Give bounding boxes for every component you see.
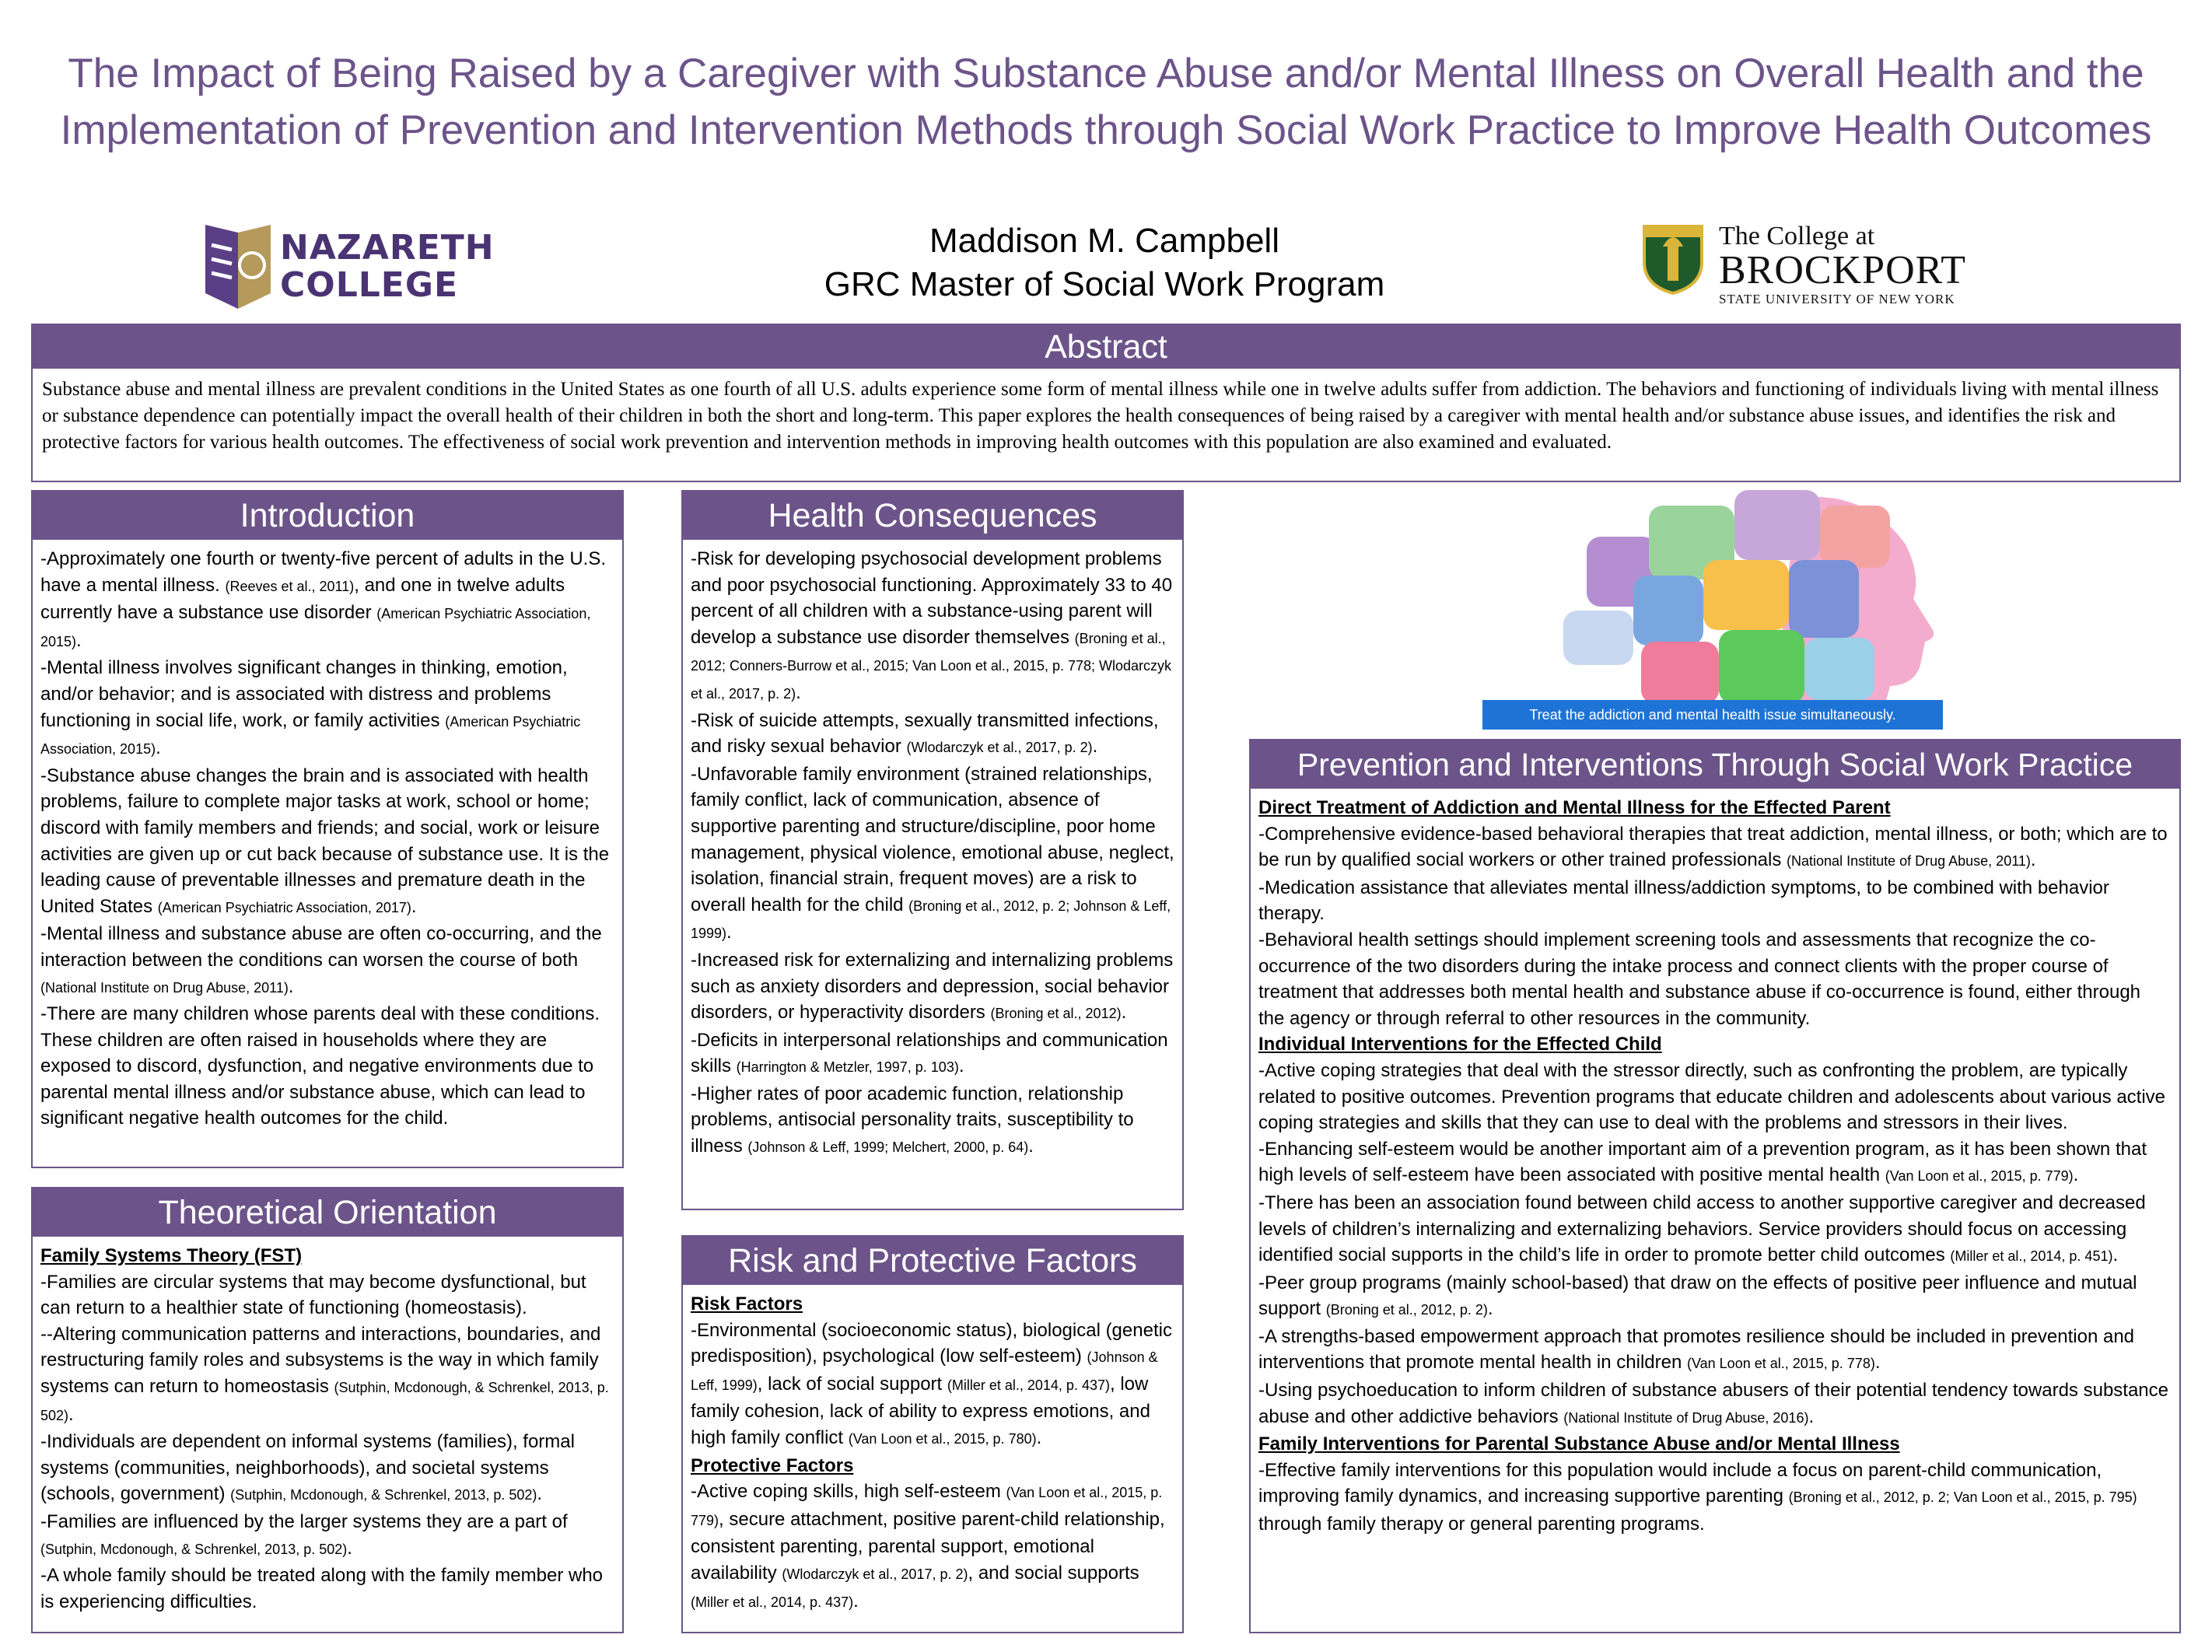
nazareth-college-logo: [201, 222, 496, 313]
abstract-section: [31, 324, 2181, 482]
abstract-heading: Abstract: [33, 325, 2179, 369]
prevention-item: -Using psychoeducation to inform children of substance abusers of their potential tendency towards substance abuse and other addictive behaviors (National Institute of Drug Abuse, 2016).: [1258, 1380, 2168, 1427]
prevention-item: -Active coping strategies that deal with the stressor directly, such as confronting the problem, are typically related to positive outcomes. Prevention programs that educate children and adolescents about various active coping strategies and skills that they can use to deal with the problems and stressors in their lives.: [1258, 1059, 2166, 1134]
risk-body: [683, 1285, 1182, 1622]
theoretical-heading: Theoretical Orientation: [33, 1188, 622, 1237]
theory-item: --Altering communication patterns and interactions, boundaries, and restructuring family roles and subsystems is the way in which family systems can return to homeostasis (Sutphin, Mcdonough, & Schrenkel, 2013, p. 502).: [40, 1323, 609, 1425]
protective-factors-subheading: Protective Factors: [691, 1454, 854, 1476]
health-item: -Higher rates of poor academic function, relationship problems, antisocial personality traits, susceptibility to illness (Johnson & Leff, 1999; Melchert, 2000, p. 64).: [691, 1083, 1134, 1157]
risk-factors-text: -Environmental (socioeconomic status), biological (genetic predisposition), psychological (low self-esteem) (Johnson & Leff, 1999), lack of social support (Miller et al., 2014, p. 437), low family cohesion, lack of ability to express emotions, and high family conflict (Van Loon et al., 2015, p. 780).: [691, 1319, 1172, 1448]
logo-right-line2: BROCKPORT: [1719, 248, 1966, 292]
intro-item: -Mental illness involves significant changes in thinking, emotion, and/or behavior; and is associated with distress and problems functioning in social life, work, or family activities (American Psychiatric Association, 2015).: [40, 657, 581, 759]
health-item: -Unfavorable family environment (strained relationships, family conflict, lack of communication, absence of supportive parenting and structure/discipline, poor home management, physical violence, emotional abuse, neglect, isolation, financial strain, frequent moves) are a risk to overall health for the child (Broning et al., 2012, p. 2; Johnson & Leff, 1999).: [691, 763, 1174, 943]
author-block: [700, 219, 1509, 306]
child-interventions-subheading: Individual Interventions for the Effected Child: [1258, 1034, 1662, 1055]
logo-left-line2: COLLEGE: [280, 265, 458, 305]
logo-right-line3: STATE UNIVERSITY OF NEW YORK: [1719, 292, 1955, 306]
prevention-item: -Behavioral health settings should implement screening tools and assessments that recognize the co-occurrence of the two disorders during the intake process and connect clients with the proper course of treatment that addresses both mental health and substance abuse if co-occurrence is found, either through the agency or through referral to other resources in the community.: [1258, 929, 2141, 1029]
prevention-item: -There has been an association found between child access to another supportive caregiver and decreased levels of children’s internalizing and externalizing behaviors. Service providers should focus on accessing identified social supports in the child’s life in order to promote better child outcomes (Miller et al., 2014, p. 451).: [1258, 1192, 2146, 1266]
prevention-body: [1251, 789, 2179, 1544]
protective-factors-text: -Active coping skills, high self-esteem (Van Loon et al., 2015, p. 779), secure attachment, positive parent-child relationship, consistent parenting, parental support, emotional availability (Wlodarczyk et al., 2017, p. 2), and social supports (Miller et al., 2014, p. 437).: [691, 1481, 1165, 1612]
theory-item: -Individuals are dependent on informal systems (families), formal systems (communities, neighborhoods), and societal systems (schools, government) (Sutphin, Mcdonough, & Schrenkel, 2013, p. 502).: [40, 1431, 575, 1505]
health-heading: Health Consequences: [683, 492, 1182, 540]
introduction-section: [31, 490, 624, 1168]
health-item: -Deficits in interpersonal relationships and communication skills (Harrington & Metzler, 1997, p. 103).: [691, 1029, 1168, 1077]
parent-treatment-subheading: Direct Treatment of Addiction and Mental Illness for the Effected Parent: [1258, 797, 1891, 818]
prevention-item: -Effective family interventions for this population would include a focus on parent-child communication, improving family dynamics, and increasing supportive parenting (Broning et al., 2012, p. 2; Van Loon et al., 2015, p. 795) through family therapy or general parenting programs.: [1258, 1459, 2137, 1535]
theory-item: -A whole family should be treated along with the family member who is experiencing difficulties.: [40, 1565, 604, 1612]
prevention-item: -Medication assistance that alleviates mental illness/addiction symptoms, to be combined with behavior therapy.: [1258, 877, 2109, 925]
risk-factors-subheading: Risk Factors: [691, 1293, 803, 1314]
logo-left-line1: NAZARETH: [280, 228, 495, 268]
abstract-text: Substance abuse and mental illness are prevalent conditions in the United States as one fourth of all U.S. adults experience some form of mental illness while one in twelve adults suffer from addiction. The behaviors and functioning of individuals living with mental illness or substance dependence can potentially impact the overall health of their children in both the short and long-term. This paper explores the health consequences of being raised by a caregiver with mental health and/or substance abuse issues, and identifies the risk and protective factors for various health outcomes. The effectiveness of social work prevention and intervention methods in improving health outcomes with this population are also examined and evaluated.: [42, 379, 2159, 453]
prevention-item: -Enhancing self-esteem would be another important aim of a prevention program, as it has been shown that high levels of self-esteem have been associated with positive mental health (Van Loon et al., 2015, p. 779).: [1258, 1138, 2147, 1186]
introduction-heading: Introduction: [33, 492, 622, 540]
fst-subheading: Family Systems Theory (FST): [40, 1245, 303, 1266]
program-name: GRC Master of Social Work Program: [824, 265, 1385, 303]
health-item: -Risk for developing psychosocial development problems and poor psychosocial functioning. Approximately 33 to 40 percent of all children with a substance-using parent will develop a substance use disorder themselves (Broning et al., 2012; Conners-Burrow et al., 2015; Van Loon et al., 2015, p. 778; Wlodarczyk et al., 2017, p. 2).: [691, 548, 1173, 703]
poster-title: The Impact of Being Raised by a Caregiver with Substance Abuse and/or Mental Illness on Overall Health and the Implementation of Prevention and Intervention Methods through Social Work Practice to Improve Health Outcomes: [60, 51, 2152, 153]
introduction-body: [33, 540, 622, 1138]
brockport-logo: [1641, 222, 1968, 307]
nazareth-shield-icon: [201, 222, 275, 312]
puzzle-head-illustration: [1540, 482, 1976, 731]
theory-item: -Families are circular systems that may become dysfunctional, but can return to a healthier state of functioning (homeostasis).: [40, 1271, 586, 1319]
theoretical-body: [33, 1237, 622, 1621]
prevention-item: -Peer group programs (mainly school-based) that draw on the effects of positive peer influence and mutual support (Broning et al., 2012, p. 2).: [1258, 1272, 2137, 1320]
health-item: -Risk of suicide attempts, sexually transmitted infections, and risky sexual behavior (Wlodarczyk et al., 2017, p. 2).: [691, 709, 1159, 758]
prevention-item: -A strengths-based empowerment approach that promotes resilience should be included in prevention and interventions that promote mental health in children (Van Loon et al., 2015, p. 778).: [1258, 1325, 2135, 1374]
risk-section: [681, 1235, 1184, 1633]
logo-right-line1: The College at: [1719, 222, 1875, 250]
intro-item: -Mental illness and substance abuse are often co-occurring, and the interaction between the conditions can worsen the course of both (National Institute on Drug Abuse, 2011).: [40, 923, 602, 997]
intro-item: -Approximately one fourth or twenty-five percent of adults in the U.S. have a mental illness. (Reeves et al., 2011), and one in twelve adults currently have a substance use disorder (American Psychiatric Association, 2015).: [40, 548, 607, 651]
prevention-heading: Prevention and Interventions Through Social Work Practice: [1251, 740, 2179, 789]
image-caption: Treat the addiction and mental health issue simultaneously.: [1482, 700, 1943, 730]
health-body: [683, 540, 1182, 1167]
theoretical-section: [31, 1187, 624, 1633]
health-section: [681, 490, 1184, 1210]
intro-item: -There are many children whose parents deal with these conditions. These children are often raised in households where they are exposed to discord, dysfunction, and negative environments due to parental mental illness and/or substance abuse, which can lead to significant negative health outcomes for the child.: [40, 1003, 600, 1129]
risk-heading: Risk and Protective Factors: [683, 1237, 1182, 1285]
brockport-shield-icon: [1641, 223, 1705, 295]
prevention-section: [1249, 739, 2181, 1633]
author-name: Maddison M. Campbell: [929, 222, 1279, 260]
prevention-item: -Comprehensive evidence-based behavioral therapies that treat addiction, mental illness, or both; which are to be run by qualified social workers or other trained professionals (National Institute of Drug Abuse, 2011).: [1258, 823, 2168, 871]
health-item: -Increased risk for externalizing and internalizing problems such as anxiety disorders and depression, social behavior disorders, or hyperactivity disorders (Broning et al., 2012).: [691, 949, 1174, 1024]
theory-item: -Families are influenced by the larger systems they are a part of (Sutphin, Mcdonough, & Schrenkel, 2013, p. 502).: [40, 1510, 568, 1559]
family-interventions-subheading: Family Interventions for Parental Substance Abuse and/or Mental Illness: [1258, 1433, 1900, 1455]
intro-item: -Substance abuse changes the brain and is associated with health problems, failure to complete major tasks at work, school or home; discord with family members and friends; and social, work or leisure activities are given up or cut back because of substance use. It is the leading cause of preventable illnesses and premature death in the United States (American Psychiatric Association, 2017).: [40, 765, 610, 917]
